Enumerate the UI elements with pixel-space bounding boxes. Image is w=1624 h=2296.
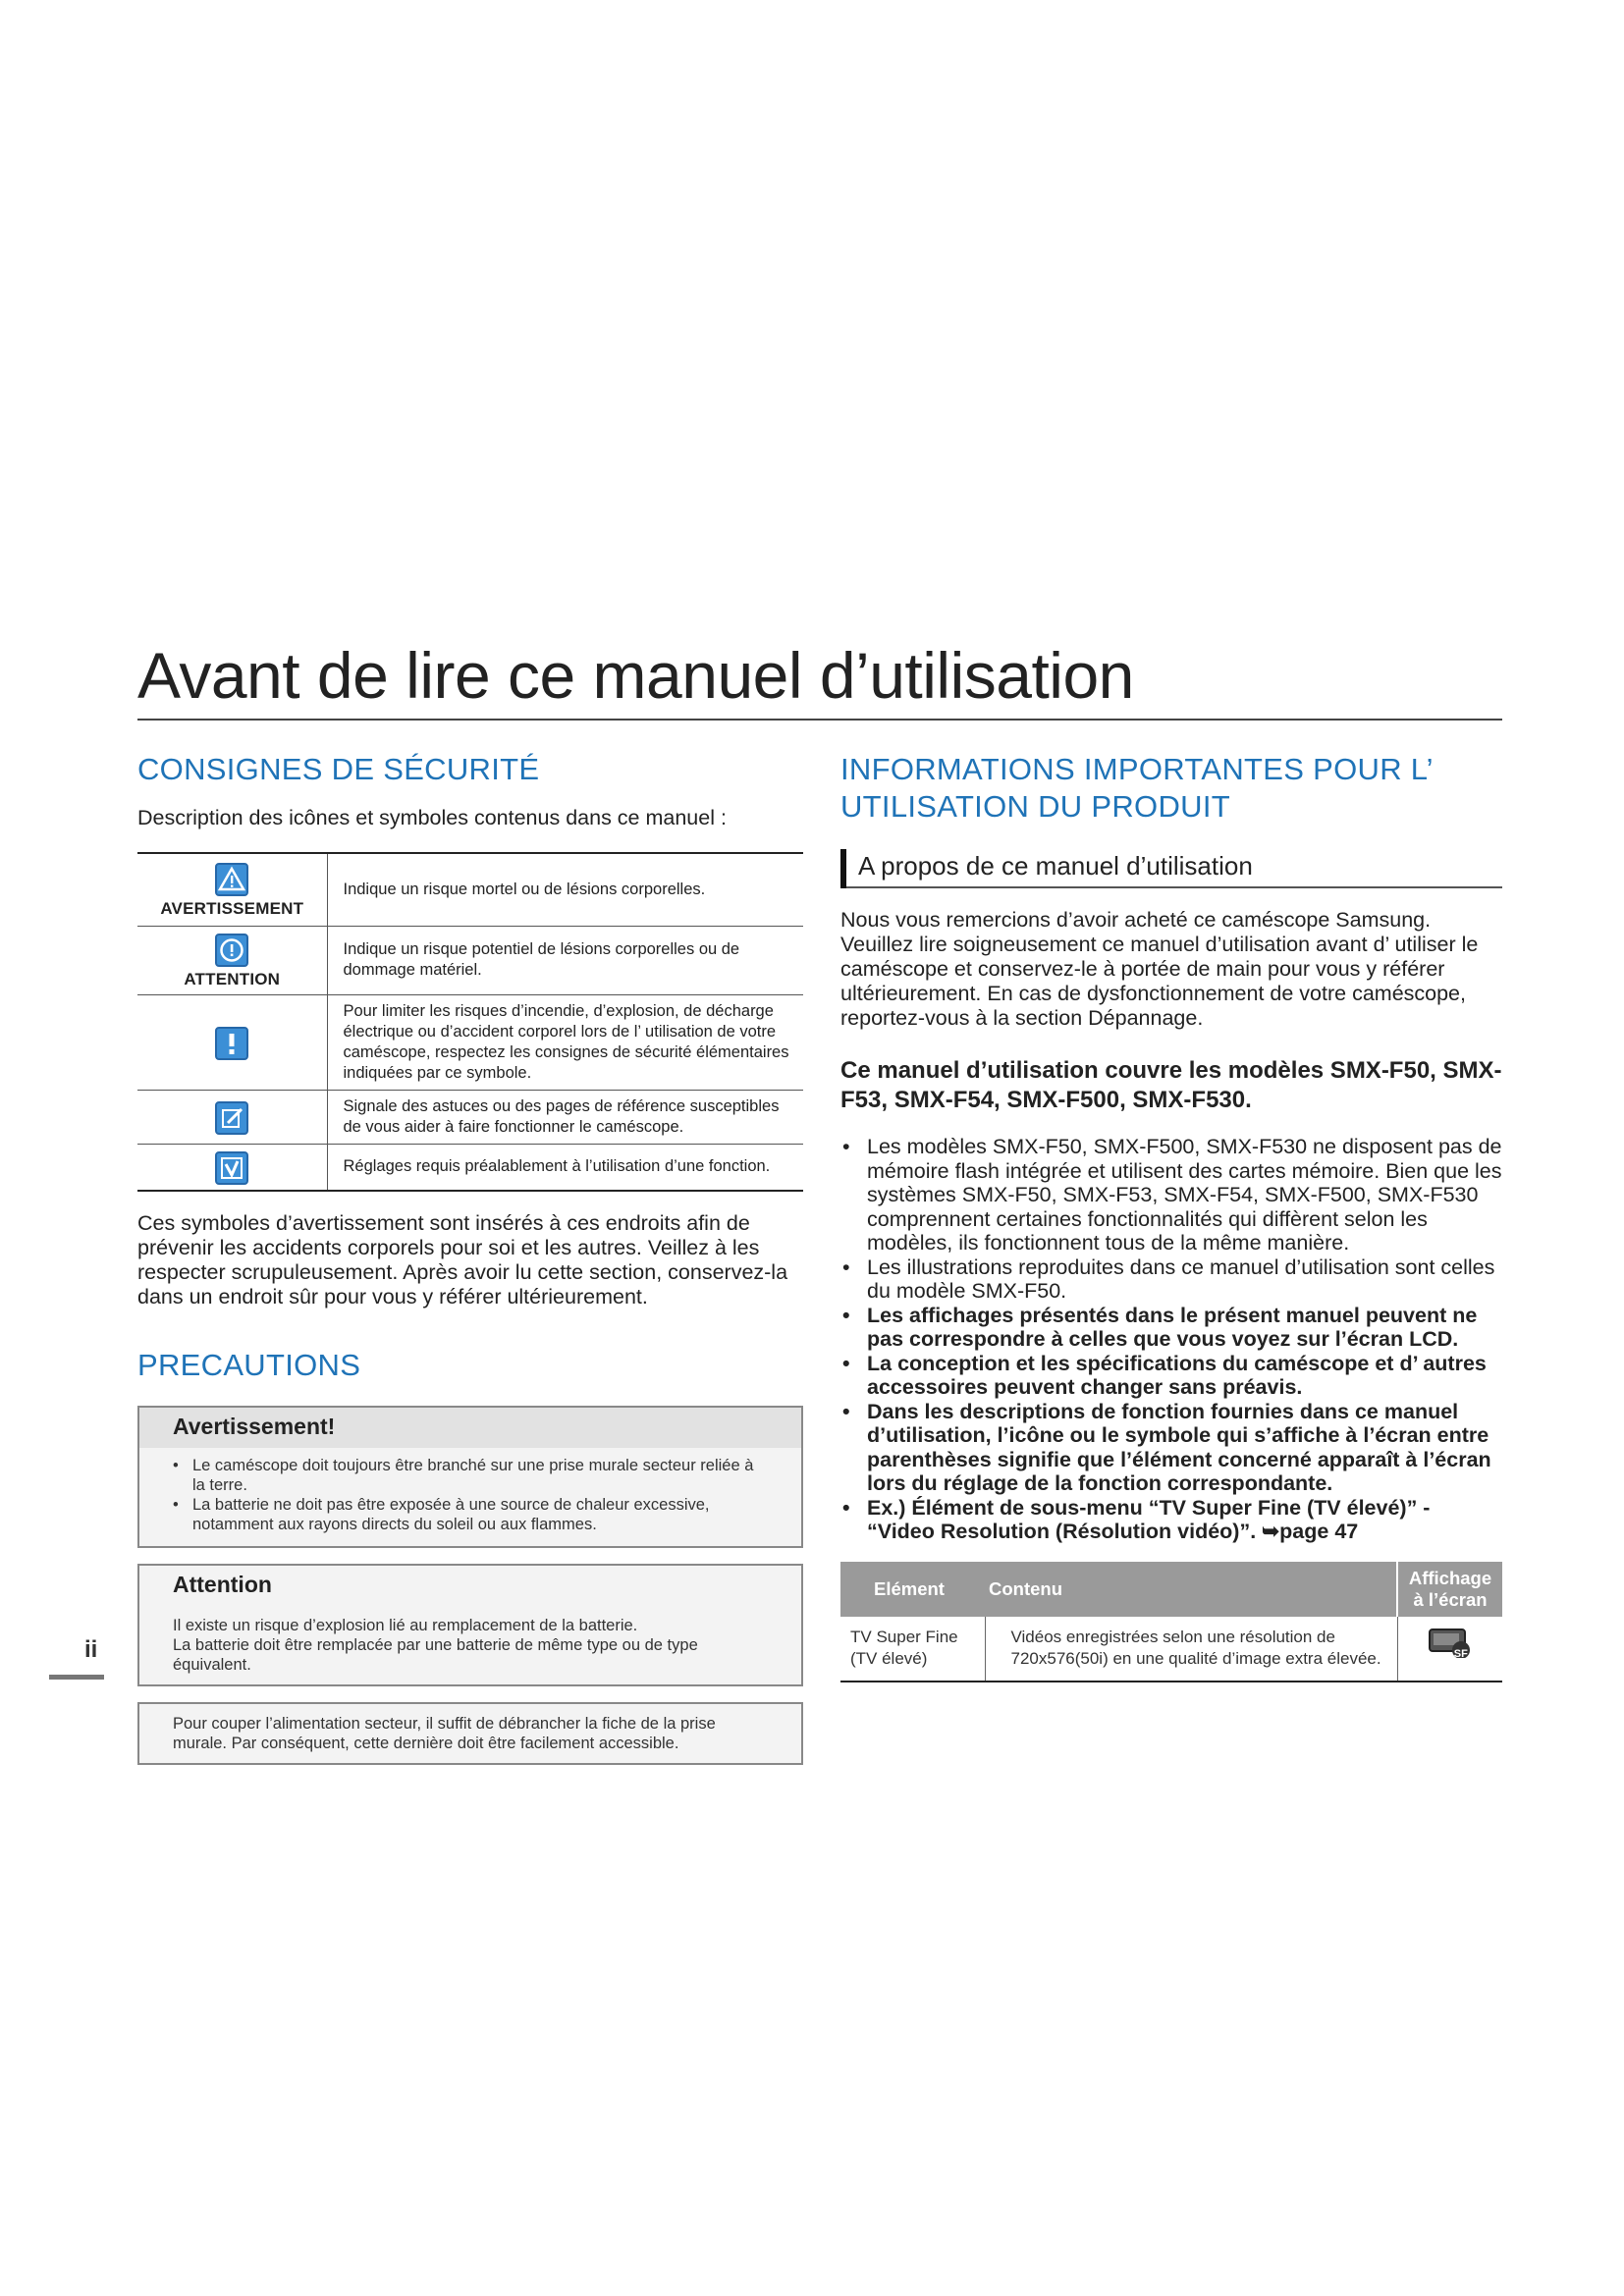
info-heading-line: INFORMATIONS IMPORTANTES POUR L’: [840, 752, 1434, 786]
power-note-box: [137, 1702, 803, 1765]
header-display: [1397, 1562, 1502, 1617]
menu-example-table: [840, 1562, 1502, 1682]
subsection-marker: [840, 849, 846, 888]
table-header-row: [840, 1562, 1502, 1617]
header-content-label: Contenu: [989, 1577, 1063, 1599]
info-heading-line: UTILISATION DU PRODUIT: [840, 789, 1230, 824]
list-item: • Ex.) Élément de sous-menu “TV Super Fine (TV élevé)” - “Video Resolution (Résolution vidéo)”. ➥page 47: [840, 1496, 1502, 1544]
attention-line: La batterie doit être remplacée par une batterie de même type ou de type équivalent.: [173, 1636, 698, 1674]
exclamation-icon: [215, 1027, 248, 1060]
table-row: [840, 1617, 1502, 1682]
info-heading: [840, 751, 1502, 826]
warning-triangle-icon: [215, 863, 248, 896]
title-divider: [137, 719, 1502, 721]
table-row: [137, 853, 803, 926]
attention-box-title: Attention: [139, 1566, 801, 1606]
tv-super-fine-icon: [1429, 1629, 1472, 1658]
list-item: • Dans les descriptions de fonction fournies dans ce manuel d’utilisation, l’icône ou le symbole qui s’affiche à l’écran entre parenthèses signifie que l’élément concerné apparaît à l’écran lors du réglage de la fonction correspondante.: [840, 1400, 1502, 1496]
table-row: [137, 1090, 803, 1144]
list-item: • Les illustrations reproduites dans ce manuel d’utilisation sont celles du modèle SMX-F50.: [840, 1255, 1502, 1304]
table-cell-content: [985, 1617, 1397, 1682]
right-column: [840, 751, 1502, 1682]
table-row: [137, 994, 803, 1090]
precautions-heading: PRECAUTIONS: [137, 1348, 361, 1382]
page-number: ii: [84, 1636, 98, 1663]
attention-box: [137, 1564, 803, 1686]
header-element-label: Elément: [874, 1577, 945, 1599]
subsection-title: A propos de ce manuel d’utilisation: [858, 851, 1253, 881]
list-item: • Le caméscope doit toujours être branché sur une prise murale secteur reliée à la terre.: [173, 1456, 768, 1495]
icon-cell: [137, 926, 327, 994]
tv-super-fine-icon-text: SF: [1453, 1647, 1468, 1660]
warning-box: [137, 1406, 803, 1548]
safety-icons-table: [137, 852, 803, 1192]
subsection-heading: [840, 849, 1502, 888]
warning-box-title: Avertissement!: [139, 1408, 801, 1448]
attention-line: Il existe un risque d’explosion lié au remplacement de la batterie.: [173, 1617, 638, 1634]
page-title: Avant de lire ce manuel d’utilisation: [137, 639, 1134, 712]
list-item: • Les affichages présentés dans le présent manuel peuvent ne pas correspondre à celles que vous voyez sur l’écran LCD.: [840, 1304, 1502, 1352]
icon-cell: [137, 1144, 327, 1191]
icon-cell: [137, 853, 327, 926]
icon-description: Réglages requis préalablement à l’utilisation d’une fonction.: [327, 1144, 803, 1191]
safety-intro: Description des icônes et symboles contenus dans ce manuel :: [137, 806, 727, 829]
warning-box-body: [139, 1448, 801, 1546]
page-number-rule: [49, 1675, 104, 1680]
attention-box-body: [139, 1606, 801, 1684]
icon-description: Signale des astuces ou des pages de référence susceptibles de vous aider à faire fonctionner le caméscope.: [327, 1090, 803, 1144]
table-row: [137, 926, 803, 994]
note-pencil-icon: [215, 1101, 248, 1135]
header-element: [840, 1562, 985, 1617]
safety-footer-text: Ces symboles d’avertissement sont insérés à ces endroits afin de prévenir les accidents corporels pour soi et les autres. Veillez à les respecter scrupuleusement. Après avoir lu cette section, conservez-la dans un endroit sûr pour vous y référer ultérieurement.: [137, 1211, 788, 1308]
icon-description: Pour limiter les risques d’incendie, d’explosion, de décharge électrique ou d’accident corporel lors de l’ utilisation de votre caméscope, respectez les consignes de sécurité élémentaires indiquées par ce symbole.: [327, 994, 803, 1090]
cell-line: 720x576(50i) en une qualité d’image extra élevée.: [1010, 1648, 1381, 1668]
safety-heading: CONSIGNES DE SÉCURITÉ: [137, 752, 540, 786]
left-column: [137, 751, 803, 1765]
table-row: [137, 1144, 803, 1191]
icon-cell: [137, 994, 327, 1090]
cell-line: Vidéos enregistrées selon une résolution de: [1010, 1627, 1335, 1646]
table-cell-display: [1397, 1617, 1502, 1682]
header-content: [985, 1562, 1397, 1617]
checkmark-icon: [215, 1151, 248, 1185]
info-intro: Nous vous remercions d’avoir acheté ce caméscope Samsung. Veuillez lire soigneusement ce manuel d’utilisation avant d’ utiliser le caméscope et conservez-le à portée de main pour vous y référer ultérieurement. En cas de dysfonctionnement de votre caméscope, reportez-vous à la section Dépannage.: [840, 908, 1479, 1030]
icon-label: ATTENTION: [184, 969, 281, 988]
cell-line: TV Super Fine: [850, 1627, 958, 1646]
icon-description: Indique un risque potentiel de lésions corporelles ou de dommage matériel.: [327, 926, 803, 994]
header-display-line: Affichage: [1408, 1567, 1492, 1588]
cell-line: (TV élevé): [850, 1648, 928, 1668]
power-note: Pour couper l’alimentation secteur, il suffit de débrancher la fiche de la prise murale. Par conséquent, cette dernière doit être facilement accessible.: [173, 1715, 716, 1752]
list-item: • La conception et les spécifications du caméscope et d’ autres accessoires peuvent changer sans préavis.: [840, 1352, 1502, 1400]
attention-circle-icon: [215, 934, 248, 967]
info-bullet-list: [840, 1135, 1502, 1544]
list-item: • Les modèles SMX-F50, SMX-F500, SMX-F530 ne disposent pas de mémoire flash intégrée et utilisent des cartes mémoire. Bien que les systèmes SMX-F50, SMX-F53, SMX-F54, SMX-F500, SMX-F530 comprennent certaines fonctionnalités qui diffèrent selon les modèles, ils fonctionnent tous de la même manière.: [840, 1135, 1502, 1255]
icon-cell: [137, 1090, 327, 1144]
icon-description: Indique un risque mortel ou de lésions corporelles.: [343, 880, 706, 898]
models-heading: Ce manuel d’utilisation couvre les modèles SMX-F50, SMX-F53, SMX-F54, SMX-F500, SMX-F530.: [840, 1057, 1502, 1113]
list-item: • La batterie ne doit pas être exposée à une source de chaleur excessive, notamment aux rayons directs du soleil ou aux flammes.: [173, 1495, 768, 1534]
icon-label: AVERTISSEMENT: [160, 898, 304, 918]
header-display-line: à l’écran: [1413, 1588, 1488, 1610]
table-cell-element: [840, 1617, 985, 1682]
warning-list: [173, 1456, 768, 1534]
